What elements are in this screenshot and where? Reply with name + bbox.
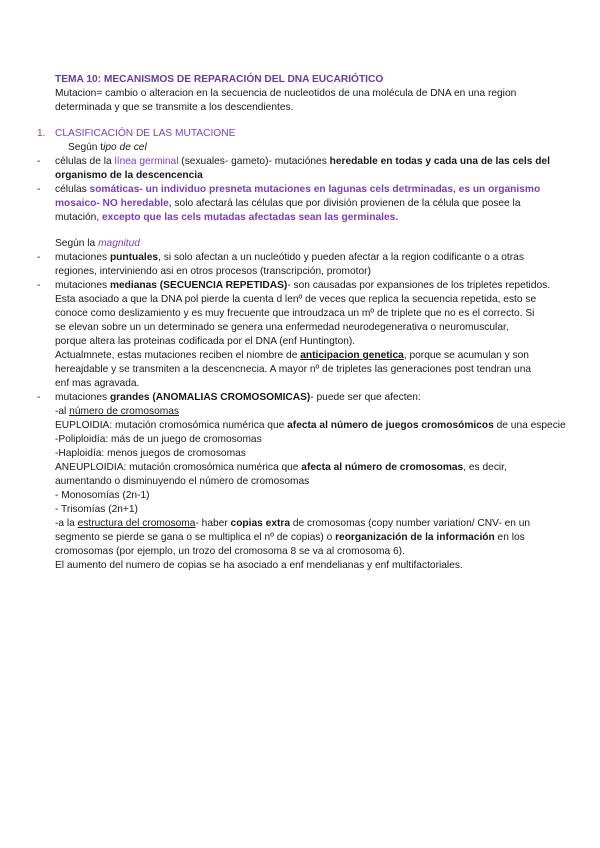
medianas-line-7: hereajdable y se transmiten a la descencnecia. A mayor nº de tripletes las generaciones post tendran una [55, 364, 532, 375]
section-number: 1. [37, 128, 46, 139]
monosomias-line: - Monosomías (2n-1) [55, 490, 150, 501]
intro-line-1: Mutacion= cambio o alteracion en la secuencia de nucleotidos de una molécula de DNA en una region [55, 88, 517, 99]
bullet-dash: - [37, 156, 41, 167]
subheading-magnitud: Según la magnitud [55, 238, 140, 249]
medianas-line-2: Esta asociado a que la DNA pol pierde la cuenta d lenº de veces que replica la secuencia repetida, esto se [55, 294, 537, 305]
puntuales-line-2: regiones, interviniendo asi en otros procesos (transcripción, promotor) [55, 266, 371, 277]
estructura-line-3: cromosomas (por ejemplo, un trozo del cromosoma 8 se va al cromosoma 6). [55, 546, 405, 557]
germinal-line-2: organismo de la descencencia [55, 170, 203, 181]
trisomias-line: - Trisomías (2n+1) [55, 504, 138, 515]
estructura-line-1: -a la estructura del cromosoma- haber copias extra de cromosomas (copy number variation/ CNV- en un [55, 518, 531, 529]
document-title: TEMA 10: MECANISMOS DE REPARACIÓN DEL DNA EUCARIÓTICO [55, 74, 384, 85]
estructura-line-2: segmento se pierde se gana o se multiplica el nº de copias) o reorganización de la información en los [55, 532, 525, 543]
poliploidia-line: -Poliploidía: más de un juego de cromosomas [55, 434, 262, 445]
bullet-dash: - [37, 184, 41, 195]
aneuploidia-line-1: ANEUPLOIDIA: mutación cromosómica numérica que afecta al número de cromosomas, es decir, [55, 462, 507, 473]
medianas-line-3: conoce como deslizamiento y es muy frecuente que introudzaca un mº de triplete que no es el correcto. Si [55, 308, 535, 319]
medianas-line-8: enf mas agravada. [55, 378, 140, 389]
germinal-line-1: células de la línea germinal (sexuales- gameto)- mutaciónes heredable en todas y cada una de las cels del [55, 156, 550, 167]
haploidia-line: -Haploidía: menos juegos de cromosomas [55, 448, 246, 459]
somatic-line-1: células somáticas- un individuo presneta mutaciones en lagunas cels detrminadas, es un organismo [55, 184, 541, 195]
somatic-line-2: mosaico- NO heredable, solo afectará las células que por división provienen de la célula que posee la [55, 198, 521, 209]
medianas-line-4: se elevan sobre un un determinado se genera una enfermedad neurodegenerativa o neuromuscular, [55, 322, 509, 333]
puntuales-line-1: mutaciones puntuales, si solo afectan a un nucleótido y pueden afectar a la region codificante o a otras [55, 252, 524, 263]
numero-cromosomas-heading: -al número de cromosomas [55, 406, 180, 417]
medianas-line-5: porque altera las proteinas codificada por el DNA (enf Huntington). [55, 336, 356, 347]
grandes-line-1: mutaciones grandes (ANOMALIAS CROMOSOMICAS)- puede ser que afecten: [55, 392, 421, 403]
final-line: El aumento del numero de copias se ha asociado a enf mendelianas y enf multifactoriales. [55, 560, 463, 571]
bullet-dash: - [37, 392, 41, 403]
intro-line-2: determinada y que se transmite a los descendientes. [55, 102, 294, 113]
medianas-line-6: Actualmnete, estas mutaciones reciben el niombre de anticipacion genetica, porque se acumulan y son [55, 350, 529, 361]
bullet-dash: - [37, 252, 41, 263]
somatic-line-3: mutación, excepto que las cels mutadas afectadas sean las germinales. [55, 212, 399, 223]
aneuploidia-line-2: aumentando o disminuyendo el número de cromosomas [55, 476, 310, 487]
medianas-line-1: mutaciones medianas (SECUENCIA REPETIDAS)- son causadas por expansiones de los tripletes repetidos. [55, 280, 551, 291]
euploidia-line: EUPLOIDIA: mutación cromosómica numérica que afecta al número de juegos cromosómicos de una especie [55, 420, 566, 431]
section-heading: CLASIFICACIÓN DE LAS MUTACIONE [55, 128, 236, 139]
bullet-dash: - [37, 280, 41, 291]
subheading-tipo-cel: Según tipo de cel [68, 142, 147, 153]
